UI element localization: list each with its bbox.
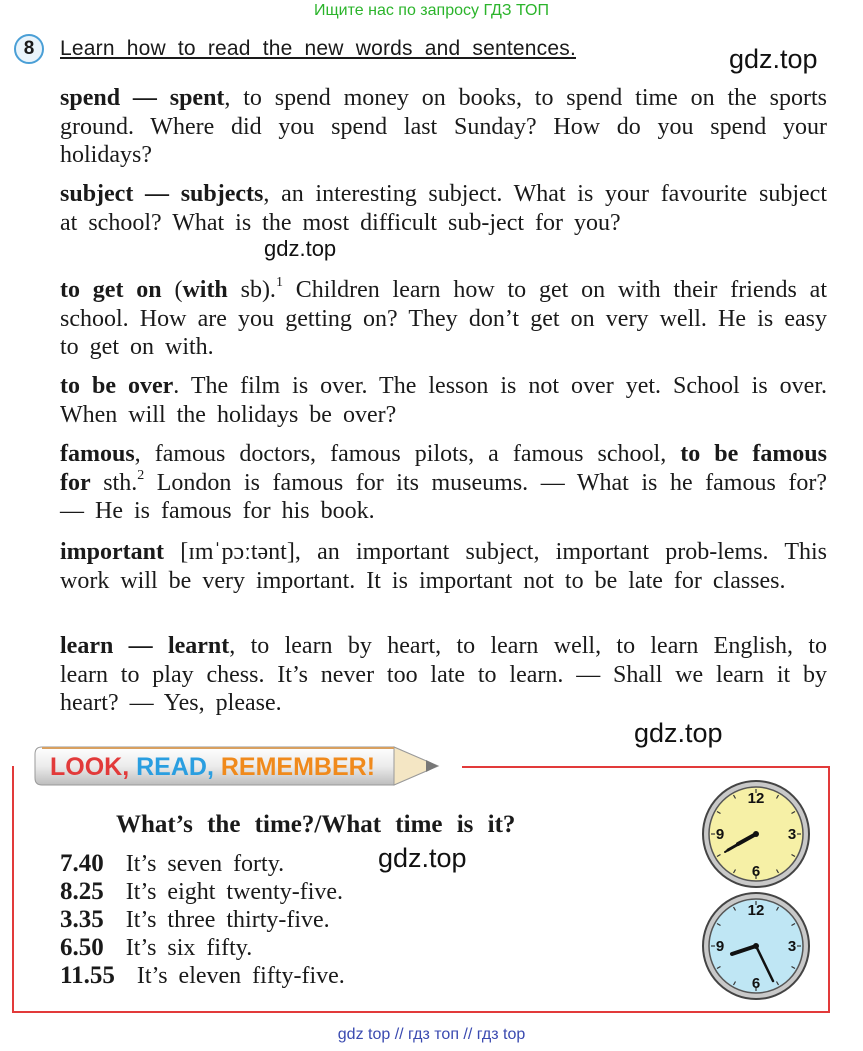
clock-number: 9 [715,826,725,843]
clock-yellow-icon [700,778,812,890]
time-text: It’s three thirty-five. [125,907,330,933]
footnote-marker: 2 [137,467,145,483]
entry-paren-rest: sb). [227,277,276,303]
time-question: What’s the time?/What time is it? [116,811,516,838]
time-row [60,850,284,878]
entry-get-on [60,276,827,362]
clock-number: 9 [715,938,725,955]
entry-head: famous [60,441,135,467]
entry-text: , famous doctors, famous pilots, a famous school, [134,441,681,467]
exercise-title: Learn how to read the new words and sentences. [60,37,576,60]
time-text: It’s six fifty. [125,935,253,961]
entry-head: to be over [60,373,174,399]
entry-text: . The film is over. The lesson is not over yet. School is over. When will the holidays be over? [60,373,828,428]
watermark: gdz.top [729,44,818,74]
time-row [60,906,330,934]
entry-head: to get on [60,277,162,303]
entry-subject [60,180,827,237]
clock-blue-icon [700,890,812,1002]
footnote-marker: 1 [275,275,283,290]
entry-important [60,538,827,595]
time-value: 3.35 [60,906,104,933]
clock-number: 6 [751,975,761,992]
entry-head-2: to be famous for [60,441,827,496]
time-row [60,962,345,990]
entry-text: , to learn by heart, to learn well, to learn English, to learn to play chess. It’s never too late to learn. — Shall we learn it by heart? — Yes, please. [60,633,827,716]
entry-text-3: London is famous for its museums. — What is he famous for? — He is famous for his book. [60,469,827,524]
time-text: It’s eight twenty-five. [125,879,344,905]
time-text: It’s seven forty. [125,851,285,877]
entry-be-over [60,372,827,429]
look-read-remember [50,753,375,782]
entry-text: , to spend money on books, to spend time on the sports ground. Where did you spend last Sunday? How do you spend your holidays? [60,85,827,168]
footer-links[interactable]: gdz top // гдз топ // гдз top [337,1026,526,1043]
entry-famous [60,440,827,526]
time-text: It’s eleven fifty-five. [136,963,345,989]
entry-head: spend — spent [60,85,225,111]
entry-text: , an interesting subject. What is your favourite subject at school? What is the most difficult sub-ject for you? [60,181,827,236]
clock-number: 3 [787,826,797,843]
exercise-number: 8 [14,34,44,64]
time-value: 7.40 [60,850,104,877]
entry-paren-bold: with [182,277,228,303]
remember-word: REMEMBER! [220,753,376,781]
time-value: 11.55 [60,962,115,989]
watermark: gdz.top [264,236,337,261]
entry-paren: ( [161,277,183,303]
clock-number: 12 [747,790,765,807]
look-word: LOOK, [50,753,130,781]
time-row [60,934,252,962]
watermark: gdz.top [634,718,723,748]
time-box-top-border [462,766,830,768]
entry-learn [60,632,827,718]
time-value: 8.25 [60,878,104,905]
watermark: gdz.top [378,843,467,873]
time-value: 6.50 [60,934,104,961]
clock-number: 6 [751,863,761,880]
entry-text: [ɪmˈpɔːtənt], an important subject, important prob-lems. This work will be very important. It is important not to be late for classes. [60,539,827,594]
top-banner[interactable]: Ищите нас по запросу ГДЗ ТОП [314,2,549,19]
entry-text-2: sth. [90,469,138,496]
read-word: READ, [136,753,214,781]
entry-spend [60,84,827,170]
entry-text: Children learn how to get on with their friends at school. How are you getting on? They don’t get on very well. He is easy to get on with. [60,277,827,360]
time-row [60,878,343,906]
clock-number: 12 [747,902,765,919]
entry-head: learn — learnt [60,633,230,659]
clock-number: 3 [787,938,797,955]
entry-head: important [60,539,164,565]
entry-head: subject — subjects [60,181,264,207]
